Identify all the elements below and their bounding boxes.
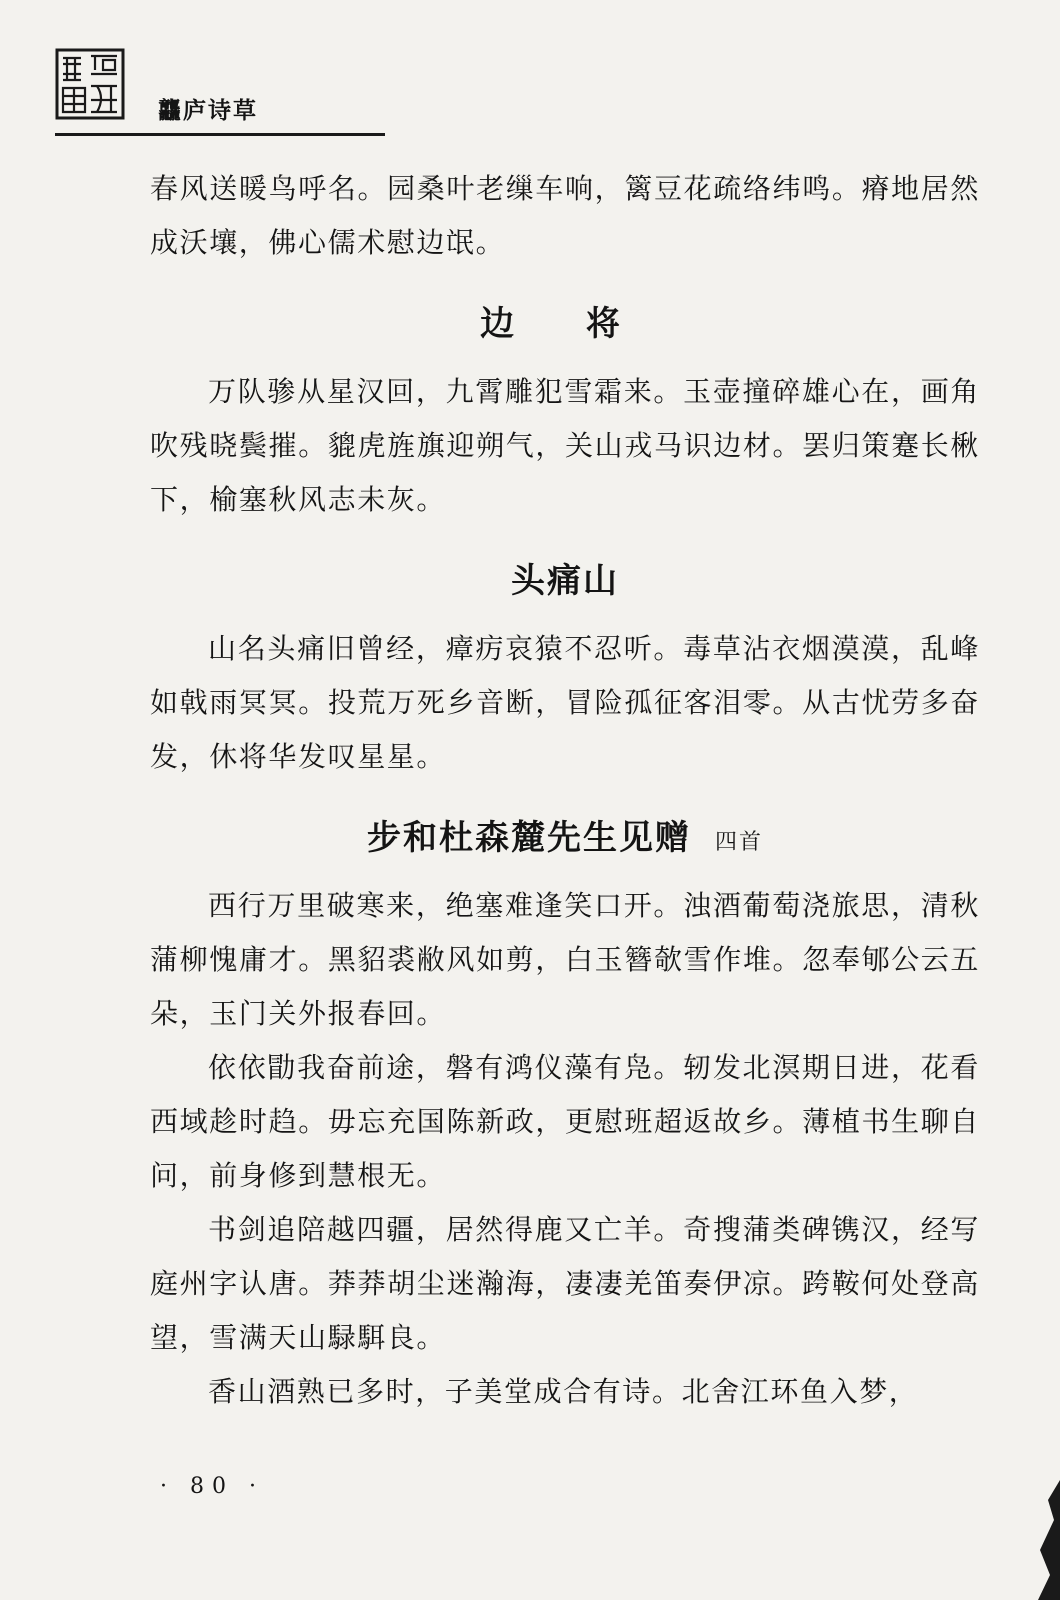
poem-title: 边 将 [480,304,650,344]
poem-text: 西行万里破寒来，绝塞难逢笑口开。浊酒葡萄浇旅思，清秋蒲柳愧庸才。黑貂裘敝风如剪，白玉簪欹雪作堆。忽奉郇公云五朵，玉门关外报春回。 [150,889,980,1030]
page-number: · 80 · [160,1474,264,1499]
poem-title: 步和杜森麓先生见赠 [366,818,691,858]
poem-title-with-subtitle [150,810,980,859]
continuation-text: 春风送暖鸟呼名。园桑叶老缫车响，篱豆花疏络纬鸣。瘠地居然成沃壤，佛心儒术慰边氓。 [150,172,980,259]
poem-text: 香山酒熟已多时，子美堂成合有诗。北舍江环鱼入梦， [208,1375,919,1408]
poem-text: 山名头痛旧曾经，瘴疠哀猿不忍听。毒草沾衣烟漠漠，乱峰如戟雨冥冥。投荒万死乡音断，冒险孤征客泪零。从古忧劳多奋发，休将华发叹星星。 [150,632,980,773]
poem-text: 书剑追陪越四疆，居然得鹿又亡羊。奇搜蒲类碑镌汉，经写庭州字认唐。莽莽胡尘迷瀚海，凄凄羌笛奏伊凉。跨鞍何处登高望，雪满天山騄駬良。 [150,1213,980,1354]
poem-subtitle: 四首 [714,830,763,855]
poem-text: 万队骖从星汉回，九霄雕犯雪霜来。玉壶撞碎雄心在，画角吹残晓鬓摧。貔虎旌旗迎朔气，关山戎马识边材。罢归策蹇长楸下，榆塞秋风志未灰。 [150,375,980,516]
poem-title: 头痛山 [511,561,619,601]
running-head: 龘庐诗草 [158,98,258,124]
seal-stamp-icon [55,48,125,120]
torn-edge-mark [1030,1480,1060,1600]
page-body [150,162,980,1419]
poem-text: 依依勖我奋前途，磐有鸿仪藻有凫。轫发北溟期日进，花看西域趁时趋。毋忘充国陈新政，更慰班超返故乡。薄植书生聊自问，前身修到慧根无。 [150,1051,980,1192]
header-rule [55,133,385,136]
